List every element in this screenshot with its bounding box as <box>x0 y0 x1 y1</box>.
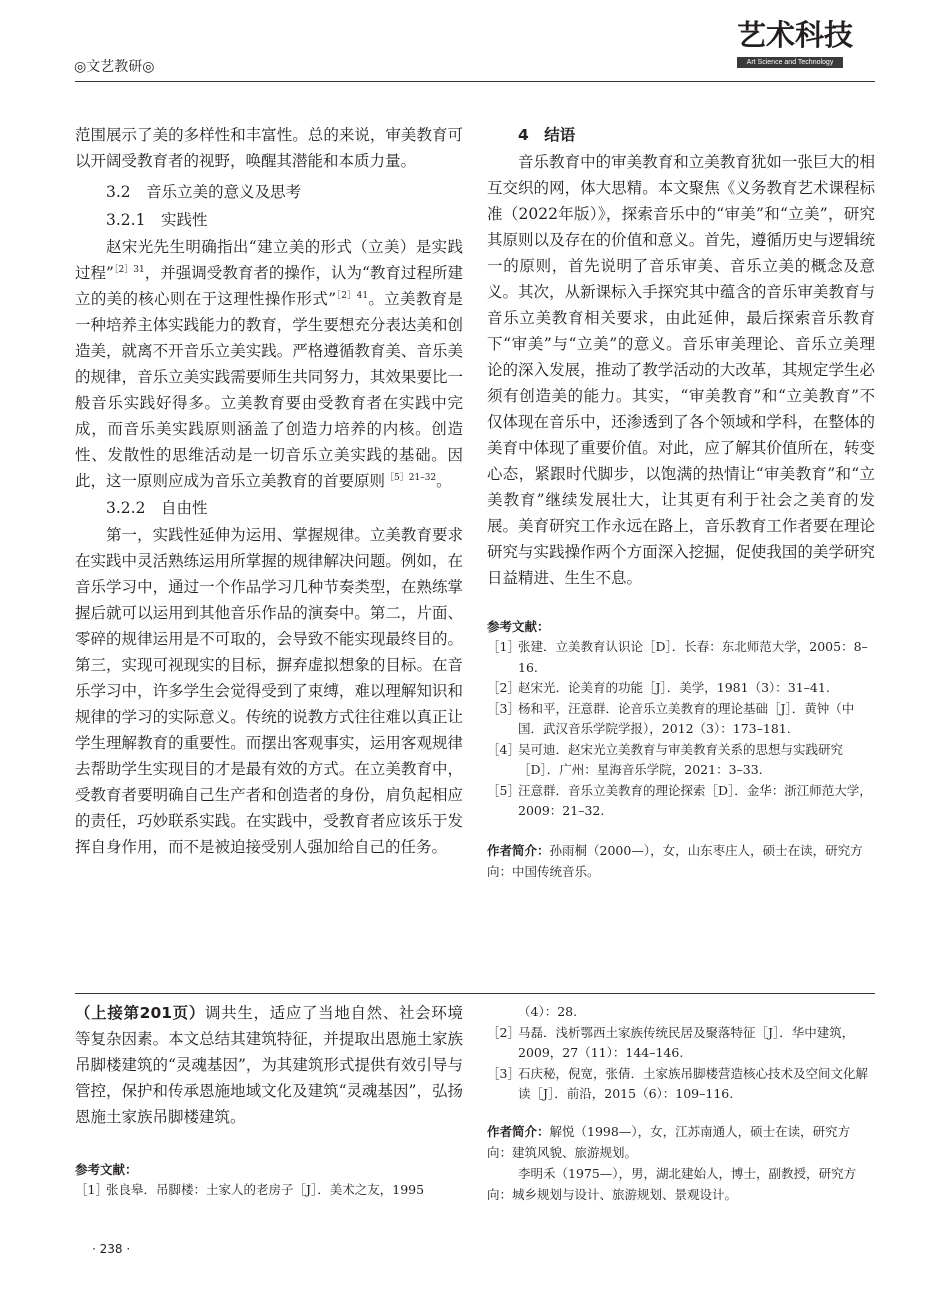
author-info: 作者简介：孙雨桐（2000—），女，山东枣庄人，硕士在读，研究方向：中国传统音乐。 <box>487 842 863 879</box>
journal-logo <box>737 18 854 74</box>
references-title: 参考文献： <box>487 619 550 634</box>
paragraph: 第一，实践性延伸为运用、掌握规律。立美教育要求在实践中灵活熟练运用所掌握的规律解决问题。例如，在音乐学习中，通过一个作品学习几种节奏类型，在熟练掌握后就可以运用到其他音乐作品的演奏中。第二，片面、零碎的规律运用是不可取的，会导致不能实现最终目的。第三，实现可视现实的目标，摒弃虚拟想象的目标。在音乐学习中，许多学生会觉得受到了束缚，难以理解知识和规律的学习的实际意义。传统的说教方式往往难以真正让学生理解教育的重要性。而摆出客观事实，运用客观规律去帮助学生实现目的才是最有效的方式。在立美教育中，受教育者要明确自己生产者和创造者的身份，肩负起相应的责任，巧妙联系实践。在实践中，受教育者应该乐于发挥自身作用，而不是被迫接受别人强加给自己的任务。 <box>75 526 463 856</box>
reference-list <box>487 637 875 822</box>
citation: ［5］21–32 <box>385 472 437 483</box>
reference-continuation: （4）：28. <box>518 1004 578 1019</box>
reference-item: ［5］汪意群．音乐立美教育的理论探索［D］．金华：浙江师范大学，2009：21–32. <box>487 782 872 818</box>
left-column <box>75 122 463 860</box>
reference-item: ［1］张建．立美教育认识论［D］．长春：东北师范大学，2005：8–16. <box>487 639 868 675</box>
citation: ［2］31 <box>113 264 145 275</box>
logo-english-text: Art Science and Technology <box>737 57 843 68</box>
journal-section-label: ◎文艺教研◎ <box>74 59 155 75</box>
references-title: 参考文献： <box>75 1162 138 1177</box>
logo-chinese-text: 艺术科技 <box>737 18 854 52</box>
section-heading-3-2-1: 3.2.1 实践性 <box>106 211 208 229</box>
header-divider <box>75 81 875 82</box>
continued-paragraph: （上接第201页）调共生，适应了当地自然、社会环境等复杂因素。本文总结其建筑特征，并提取出恩施土家族吊脚楼建筑的“灵魂基因”，为其建筑形式提供有效引导与管控，保护和传承恩施地域文化及建筑“灵魂基因”，弘扬恩施土家族吊脚楼建筑。 <box>75 1004 463 1126</box>
reference-item: ［3］石庆秘，倪宽，张倩．土家族吊脚楼营造核心技术及空间文化解读［J］．前沿，2015（6）：109–116. <box>487 1065 869 1101</box>
reference-item: ［4］吴可迪．赵宋光立美教育与审美教育关系的思想与实践研究［D］．广州：星海音乐学院，2021：3–33. <box>487 741 844 777</box>
reference-item: ［2］马磊．浅析鄂西土家族传统民居及聚落特征［J］．华中建筑，2009，27（11）：144–146. <box>487 1024 855 1060</box>
reference-list <box>487 1023 875 1105</box>
page-number: · 238 · <box>92 1242 131 1256</box>
right-column <box>487 122 875 882</box>
continuation-label: （上接第201页） <box>75 1004 206 1022</box>
section-heading-4: 4 结语 <box>518 126 576 144</box>
citation: ［2］41 <box>336 290 369 301</box>
bottom-right-column <box>487 1002 875 1205</box>
reference-item: ［1］张良皋．吊脚楼：土家人的老房子［J］．美术之友，1995 <box>75 1182 425 1197</box>
section-heading-3-2-2: 3.2.2 自由性 <box>106 499 208 517</box>
author-info: 李明禾（1975—），男，湖北建始人，博士，副教授，研究方向：城乡规划与设计、旅游规划、景观设计。 <box>487 1165 857 1202</box>
author-info: 作者简介：解悦（1998—），女，江苏南通人，硕士在读，研究方向：建筑风貌、旅游规划。 <box>487 1123 851 1160</box>
section-heading-3-2: 3.2 音乐立美的意义及思考 <box>106 183 302 201</box>
paragraph: 音乐教育中的审美教育和立美教育犹如一张巨大的相互交织的网，体大思精。本文聚焦《义务教育艺术课程标准（2022年版）》，探索音乐中的“审美”和“立美”，研究其原则以及存在的价值和意义。首先，遵循历史与逻辑统一的原则，首先说明了音乐审美、音乐立美的概念及意义。其次，从新课标入手探究其中蕴含的音乐审美教育与音乐立美教育相关要求，由此延伸，最后探索音乐教育下“审美”与“立美”的意义。音乐审美理论、音乐立美理论的深入发展，推动了教学活动的大改革，其规定学生必须有创造美的能力。其实，“审美教育”和“立美教育”不仅体现在音乐中，还渗透到了各个领域和学科，在整体的美育中体现了重要价值。对此，应了解其价值所在，转变心态，紧跟时代脚步，以饱满的热情让“审美教育”和“立美教育”继续发展壮大，让其更有利于社会之美育的发展。美育研究工作永远在路上，音乐教育工作者要在理论研究与实践操作两个方面深入挖掘，促使我国的美学研究日益精进、生生不息。 <box>487 153 875 587</box>
paragraph: 范围展示了美的多样性和丰富性。总的来说，审美教育可以开阔受教育者的视野，唤醒其潜能和本质力量。 <box>75 126 463 170</box>
section-divider <box>75 993 875 994</box>
reference-item: ［2］赵宋光．论美育的功能［J］．美学，1981（3）：31–41. <box>487 680 830 695</box>
paragraph: 赵宋光先生明确指出“建立美的形式（立美）是实践过程”$^{[2]31}$，并强调受教育者的操作，认为“教育过程所建立的美的核心则在于这理性操作形式”$^{[2]41}$。立美教育是一种培养主体实践能力的教育，学生要想充分表达美和创造美，就离不开音乐立美实践。严格遵循教育美、音乐美的规律，音乐立美实践需要师生共同努力，其效果要比一般音乐实践好得多。立美教育要由受教育者在实践中完成，而音乐美实践原则涵盖了创造力培养的内核。创造性、发散性的思维活动是一切音乐立美实践的基础。因此，这一原则应成为音乐立美教育的首要原则$^{[5]21-32}$。 <box>75 238 463 490</box>
reference-item: ［3］杨和平，汪意群．论音乐立美教育的理论基础［J］．黄钟（中国．武汉音乐学院学报），2012（3）：173–181. <box>487 700 855 736</box>
bottom-left-column <box>75 1000 463 1201</box>
